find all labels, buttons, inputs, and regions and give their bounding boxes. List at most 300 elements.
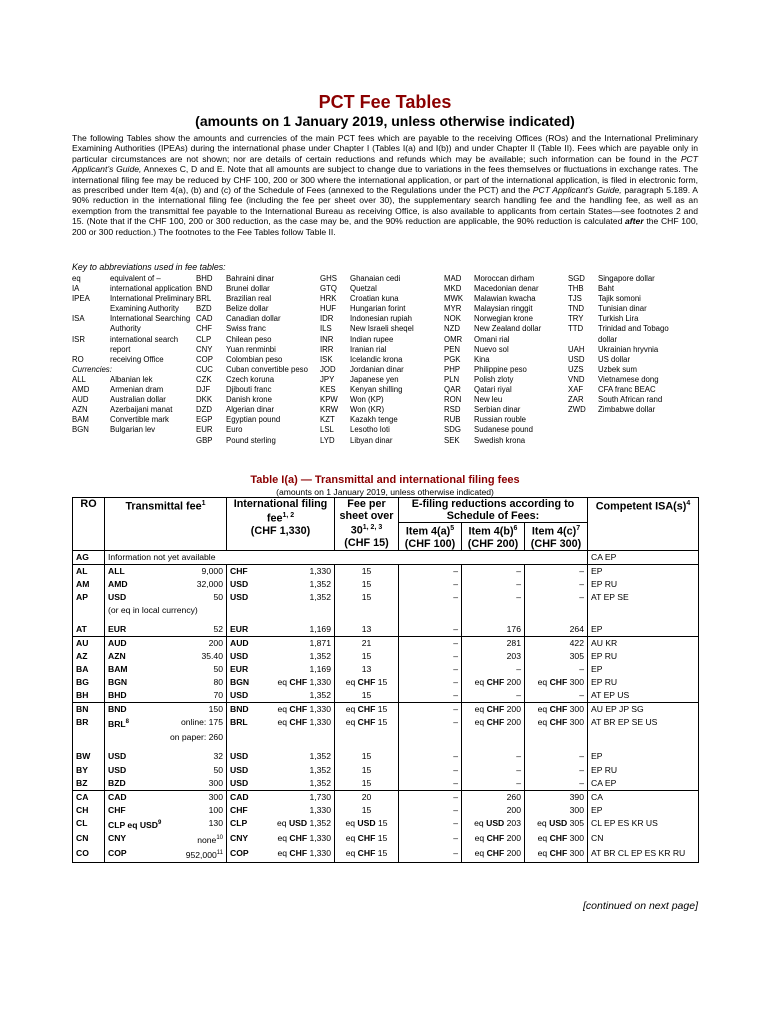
abbr-code: ISR	[72, 334, 85, 344]
abbr-entry	[72, 345, 192, 355]
abbr-name: international search	[110, 334, 179, 344]
page-title: PCT Fee Tables	[318, 92, 452, 112]
abbr-entry	[444, 385, 562, 395]
cell-item-4b	[462, 650, 525, 663]
table-subtitle: (amounts on 1 January 2019, unless otherwise indicated)	[276, 487, 494, 497]
cell-item-4a	[399, 637, 462, 651]
abbr-code	[72, 304, 110, 314]
transmittal-currency: BAM	[108, 664, 128, 675]
cell-sheet-fee-value: eq CHF 15	[345, 847, 388, 858]
cell-sheet-fee-value: eq CHF 15	[345, 717, 388, 728]
abbr-entry	[72, 415, 192, 425]
cell-item-4c	[525, 591, 588, 617]
cell-isa: CA EP	[588, 550, 699, 564]
abbr-name: Egyptian pound	[226, 415, 281, 425]
abbr-name: Vietnamese dong	[598, 374, 659, 384]
abbr-name: Swiss franc	[226, 324, 266, 334]
abbr-name: New leu	[474, 395, 503, 405]
abbr-name: Swedish krona	[474, 435, 526, 445]
abbr-name: Examining Authority	[110, 304, 179, 314]
abbr-code: BRL	[196, 294, 212, 304]
cell-ro	[73, 847, 105, 862]
table-row	[73, 777, 699, 791]
abbr-entry	[72, 355, 192, 365]
abbreviations-heading: Key to abbreviations used in fee tables:	[72, 262, 226, 272]
ro-code: AU	[76, 638, 89, 649]
isa-list: EP	[591, 565, 603, 576]
abbr-name: Won (KP)	[350, 395, 384, 405]
cell-transmittal	[105, 637, 227, 651]
transmittal-value: 9,000	[201, 565, 223, 576]
abbr-entry	[72, 324, 192, 334]
cell-item-4c-value: –	[579, 750, 584, 761]
abbr-name: Russian rouble	[474, 415, 527, 425]
abbr-name: Kazakh tenge	[350, 415, 398, 425]
isa-list: AT BR CL EP ES KR RU	[591, 847, 686, 858]
cell-item-4a	[399, 663, 462, 676]
cell-transmittal	[105, 564, 227, 578]
abbr-code: ISK	[320, 354, 333, 364]
cell-item-4b	[462, 663, 525, 676]
header-item-4b: Item $4(b)^6$ (CHF 200)	[462, 523, 525, 551]
cell-isa	[588, 790, 699, 804]
ro-code: AZ	[76, 651, 88, 662]
cell-item-4c	[525, 637, 588, 651]
cell-sheet-fee-value: 15	[361, 690, 372, 701]
cell-item-4a	[399, 591, 462, 617]
cell-item-4c	[525, 817, 588, 832]
abbr-column-5	[568, 274, 698, 415]
abbr-entry	[444, 324, 562, 334]
cell-item-4a	[399, 689, 462, 703]
ro-code: AM	[76, 578, 90, 589]
transmittal-currency: CAD	[108, 791, 127, 802]
ro-code: BW	[76, 750, 91, 761]
abbr-code: RSD	[444, 405, 461, 415]
table-row	[73, 716, 699, 744]
transmittal-currency: AMD	[108, 578, 128, 589]
footnote-mark: 10	[216, 834, 223, 841]
cell-item-4a-value: –	[453, 750, 458, 761]
cell-item-4c	[525, 578, 588, 591]
abbr-entry	[72, 395, 192, 405]
ro-code: CA	[76, 791, 89, 802]
cell-item-4a-value: –	[453, 578, 458, 589]
transmittal-value: 32,000	[196, 578, 223, 589]
abbr-code: SEK	[444, 435, 460, 445]
cell-isa	[588, 804, 699, 817]
cell-isa	[588, 578, 699, 591]
cell-item-4a-value: –	[453, 677, 458, 688]
abbr-name: Zimbabwe dollar	[598, 405, 656, 415]
table-row	[73, 804, 699, 817]
abbr-entry	[196, 405, 314, 415]
cell-transmittal	[105, 817, 227, 832]
abbr-entry	[568, 395, 698, 405]
continued-note: [continued on next page]	[582, 900, 698, 912]
transmittal-currency: ALL	[108, 565, 125, 576]
abbr-code: ISA	[72, 314, 85, 324]
filing-value: 1,352	[309, 591, 331, 602]
abbr-code: IPEA	[72, 294, 90, 304]
cell-isa	[588, 832, 699, 847]
cell-ro	[73, 650, 105, 663]
abbr-code: ILS	[320, 324, 332, 334]
abbr-code: DKK	[196, 395, 213, 405]
guide-ref-1: PCT Applicant’s Guide,	[72, 153, 698, 175]
table-row	[73, 617, 699, 637]
filing-value: 1,352	[309, 651, 331, 662]
abbr-entry	[320, 284, 438, 294]
cell-item-4b	[462, 591, 525, 617]
abbr-name: Moroccan dirham	[474, 274, 535, 283]
abbr-entry	[196, 304, 314, 314]
abbr-name: Norwegian krone	[474, 314, 533, 324]
filing-currency: COP	[230, 847, 249, 858]
abbr-name: Jordanian dinar	[350, 364, 404, 374]
cell-sheet-fee	[335, 744, 399, 764]
abbr-entry	[196, 274, 314, 284]
cell-item-4b-value: –	[516, 777, 521, 788]
abbr-code: MKD	[444, 284, 462, 294]
cell-item-4a-value: –	[453, 690, 458, 701]
cell-item-4c	[525, 617, 588, 637]
abbr-entry	[72, 375, 192, 385]
abbr-entry	[196, 324, 314, 334]
abbr-name: Malaysian ringgit	[474, 304, 533, 314]
filing-value: 1,730	[309, 791, 331, 802]
abbr-code: COP	[196, 354, 213, 364]
cell-sheet-fee	[335, 804, 399, 817]
abbr-entry	[444, 314, 562, 324]
abbr-code: OMR	[444, 334, 463, 344]
abbr-code: VND	[568, 374, 585, 384]
abbr-code: ALL	[72, 374, 86, 384]
abbr-name: Quetzal	[350, 284, 377, 294]
footnote-mark: 9	[157, 819, 162, 826]
cell-filing-fee	[227, 689, 335, 703]
abbr-code: RO	[72, 354, 84, 364]
cell-ro	[73, 804, 105, 817]
ro-code: AL	[76, 565, 88, 576]
cell-item-4c-value: eq CHF 300	[537, 704, 584, 715]
transmittal-value: 300	[208, 777, 223, 788]
abbr-name: Convertible mark	[110, 415, 169, 425]
cell-item-4c-value: –	[579, 565, 584, 576]
ro-code: BR	[76, 717, 89, 728]
header-transmittal: Transmittal fee$^1$	[105, 498, 227, 551]
cell-filing-fee	[227, 564, 335, 578]
cell-item-4a	[399, 564, 462, 578]
abbr-code: EUR	[196, 425, 213, 435]
abbr-entry	[444, 365, 562, 375]
cell-sheet-fee	[335, 832, 399, 847]
abbr-entry	[444, 304, 562, 314]
abbr-code: UZS	[568, 364, 584, 374]
abbr-name: Bahraini dinar	[226, 274, 275, 283]
abbr-entry	[72, 405, 192, 415]
cell-item-4b-value: eq CHF 200	[474, 717, 521, 728]
abbr-name: Colombian peso	[226, 354, 283, 364]
abbr-entry	[72, 294, 195, 304]
table-row	[73, 703, 699, 717]
cell-item-4c	[525, 703, 588, 717]
cell-sheet-fee-value: eq CHF 15	[345, 677, 388, 688]
abbr-code: THB	[568, 284, 584, 294]
abbr-entry	[568, 284, 698, 294]
cell-ro	[73, 764, 105, 777]
cell-transmittal	[105, 744, 227, 764]
cell-item-4a-value: –	[453, 832, 458, 843]
intro-text-4: the CHF 100, 200 or 300 reduction.) The footnotes to the Fee Tables follow Table II.	[72, 216, 699, 237]
cell-filing-fee	[227, 591, 335, 617]
cell-sheet-fee	[335, 637, 399, 651]
transmittal-currency: AZN	[108, 651, 126, 662]
transmittal-currency: AUD	[108, 638, 127, 649]
abbr-entry	[72, 385, 192, 395]
abbr-code: RUB	[444, 415, 461, 425]
abbr-name: Azerbaijani manat	[110, 405, 173, 415]
transmittal-value: none	[197, 834, 217, 845]
abbr-entry	[196, 425, 314, 435]
abbr-entry	[444, 345, 562, 355]
abbr-code: PGK	[444, 354, 461, 364]
filing-value: eq CHF 1,330	[277, 717, 331, 728]
filing-value: 1,352	[309, 690, 331, 701]
abbr-name: Chilean peso	[226, 334, 272, 344]
transmittal-currency: EUR	[108, 623, 127, 634]
abbr-code: AUD	[72, 395, 89, 405]
cell-item-4a	[399, 716, 462, 744]
abbr-entry	[568, 385, 698, 395]
abbr-entry	[444, 405, 562, 415]
cell-ro	[73, 777, 105, 791]
abbr-code: TND	[568, 304, 585, 314]
cell-item-4a	[399, 617, 462, 637]
filing-value: eq CHF 1,330	[277, 677, 331, 688]
abbr-code: EGP	[196, 415, 213, 425]
isa-list: EP	[591, 804, 603, 815]
abbr-entry	[320, 355, 438, 365]
abbr-code: IRR	[320, 344, 334, 354]
abbr-column-3	[320, 274, 438, 446]
cell-filing-fee	[227, 716, 335, 744]
abbr-name: equivalent of –	[110, 274, 161, 283]
cell-filing-fee	[227, 617, 335, 637]
cell-item-4c-value: 300	[569, 804, 584, 815]
transmittal-currency: CNY	[108, 832, 127, 843]
ro-code: BG	[76, 677, 89, 688]
filing-value: eq USD 1,352	[276, 817, 331, 828]
cell-item-4c-value: 264	[569, 623, 584, 634]
cell-item-4a-value: –	[453, 651, 458, 662]
table-row	[73, 847, 699, 862]
cell-filing-fee	[227, 777, 335, 791]
abbr-entry	[320, 415, 438, 425]
footnote-mark: 11	[216, 849, 223, 856]
abbr-entry	[444, 284, 562, 294]
ro-code: BN	[76, 704, 89, 715]
cell-isa	[588, 676, 699, 689]
abbr-name: CFA franc BEAC	[598, 385, 656, 395]
abbr-entry	[568, 365, 698, 375]
abbr-entry	[568, 355, 698, 365]
cell-sheet-fee-value: 15	[361, 565, 372, 576]
transmittal-currency: BND	[108, 704, 127, 715]
abbr-entry	[568, 314, 698, 324]
cell-filing-fee	[227, 650, 335, 663]
abbr-code: LSL	[320, 425, 334, 435]
isa-list: AU EP JP SG	[591, 704, 644, 715]
cell-filing-fee	[227, 744, 335, 764]
cell-item-4a	[399, 578, 462, 591]
cell-transmittal	[105, 617, 227, 637]
ro-code: BH	[76, 690, 89, 701]
cell-item-4a-value: –	[453, 565, 458, 576]
abbr-entry	[72, 335, 192, 345]
filing-currency: USD	[230, 750, 249, 761]
cell-sheet-fee	[335, 716, 399, 744]
cell-sheet-fee-value: 15	[361, 651, 372, 662]
cell-isa	[588, 689, 699, 703]
guide-ref-2: PCT Applicant’s Guide,	[532, 185, 622, 196]
filing-currency: USD	[230, 777, 249, 788]
abbr-code: GHS	[320, 274, 337, 283]
cell-filing-fee	[227, 663, 335, 676]
cell-item-4b	[462, 689, 525, 703]
abbr-entry	[196, 294, 314, 304]
table-row	[73, 790, 699, 804]
cell-item-4b	[462, 764, 525, 777]
cell-sheet-fee	[335, 578, 399, 591]
isa-list: EP	[591, 664, 603, 675]
abbr-entry	[444, 375, 562, 385]
abbr-code: GTQ	[320, 284, 337, 294]
cell-item-4c	[525, 663, 588, 676]
cell-sheet-fee	[335, 676, 399, 689]
filing-currency: CHF	[230, 804, 248, 815]
abbr-name: Japanese yen	[350, 374, 399, 384]
cell-item-4b	[462, 790, 525, 804]
abbr-entry	[320, 345, 438, 355]
cell-item-4c	[525, 650, 588, 663]
abbr-code: SGD	[568, 274, 585, 283]
cell-sheet-fee-value: 15	[361, 578, 372, 589]
abbr-entry	[320, 365, 438, 375]
cell-filing-fee	[227, 847, 335, 862]
cell-item-4b-value: 260	[506, 791, 521, 802]
cell-item-4c	[525, 804, 588, 817]
cell-item-4b	[462, 832, 525, 847]
cell-isa	[588, 617, 699, 637]
isa-list: EP RU	[591, 651, 618, 662]
filing-currency: USD	[230, 651, 249, 662]
transmittal-value: 130	[208, 817, 223, 828]
cell-item-4b-value: –	[516, 764, 521, 775]
table-row	[73, 689, 699, 703]
cell-transmittal	[105, 591, 227, 617]
abbr-code: KRW	[320, 405, 339, 415]
abbr-code: PEN	[444, 344, 461, 354]
filing-currency: EUR	[230, 664, 249, 675]
transmittal-value: 50	[213, 591, 223, 602]
cell-item-4b	[462, 716, 525, 744]
abbr-entry	[196, 314, 314, 324]
abbr-name: Albanian lek	[110, 374, 153, 384]
cell-transmittal	[105, 804, 227, 817]
abbr-entry	[196, 395, 314, 405]
isa-list: AT EP US	[591, 690, 630, 701]
transmittal-currency: USD	[108, 750, 127, 761]
abbr-name: South African rand	[598, 395, 663, 405]
abbr-code: ZAR	[568, 395, 584, 405]
abbr-name: Lesotho loti	[350, 425, 390, 435]
cell-item-4c	[525, 777, 588, 791]
cell-item-4c	[525, 832, 588, 847]
abbr-name: Libyan dinar	[350, 435, 393, 445]
abbr-name: US dollar	[598, 354, 631, 364]
abbr-entry	[320, 324, 438, 334]
cell-ro	[73, 591, 105, 617]
abbr-entry	[320, 314, 438, 324]
abbr-name: Sudanese pound	[474, 425, 533, 435]
cell-item-4a-value: –	[453, 764, 458, 775]
abbr-name: Nuevo sol	[474, 344, 509, 354]
cell-item-4a	[399, 804, 462, 817]
abbr-code: BGN	[72, 425, 89, 435]
transmittal-value: 952,000	[185, 849, 217, 860]
abbr-name: Baht	[598, 284, 615, 294]
isa-list: AT BR EP SE US	[591, 717, 658, 728]
abbr-entry	[320, 375, 438, 385]
isa-list: AU KR	[591, 638, 618, 649]
cell-sheet-fee-value: 13	[361, 664, 372, 675]
cell-item-4b-value: 281	[506, 638, 521, 649]
cell-filing-fee	[227, 764, 335, 777]
cell-item-4a-value: –	[453, 777, 458, 788]
abbr-entry	[444, 415, 562, 425]
cell-item-4b-value: eq CHF 200	[474, 677, 521, 688]
abbr-entry	[568, 375, 698, 385]
filing-currency: USD	[230, 764, 249, 775]
cell-item-4c-value: –	[579, 591, 584, 602]
abbr-entry	[196, 345, 314, 355]
cell-sheet-fee	[335, 764, 399, 777]
cell-isa	[588, 847, 699, 862]
cell-isa	[588, 703, 699, 717]
cell-item-4c-value: –	[579, 690, 584, 701]
cell-item-4b	[462, 777, 525, 791]
transmittal-value: 300	[208, 791, 223, 802]
abbr-name: Philippine peso	[474, 364, 527, 374]
transmittal-currency: CLP eq USD	[108, 819, 158, 830]
cell-item-4c	[525, 689, 588, 703]
abbr-name: Australian dollar	[110, 395, 166, 405]
abbr-code: JPY	[320, 374, 335, 384]
abbr-code: USD	[568, 354, 585, 364]
abbr-entry	[320, 274, 438, 284]
cell-item-4c	[525, 676, 588, 689]
abbr-code	[72, 345, 110, 355]
cell-ro	[73, 832, 105, 847]
abbr-name: Bulgarian lev	[110, 425, 156, 435]
cell-isa	[588, 637, 699, 651]
ro-code: CO	[76, 847, 89, 858]
abbr-code: AZN	[72, 405, 88, 415]
cell-item-4b-value: –	[516, 565, 521, 576]
isa-list: EP RU	[591, 764, 618, 775]
isa-list: CA EP	[591, 777, 617, 788]
